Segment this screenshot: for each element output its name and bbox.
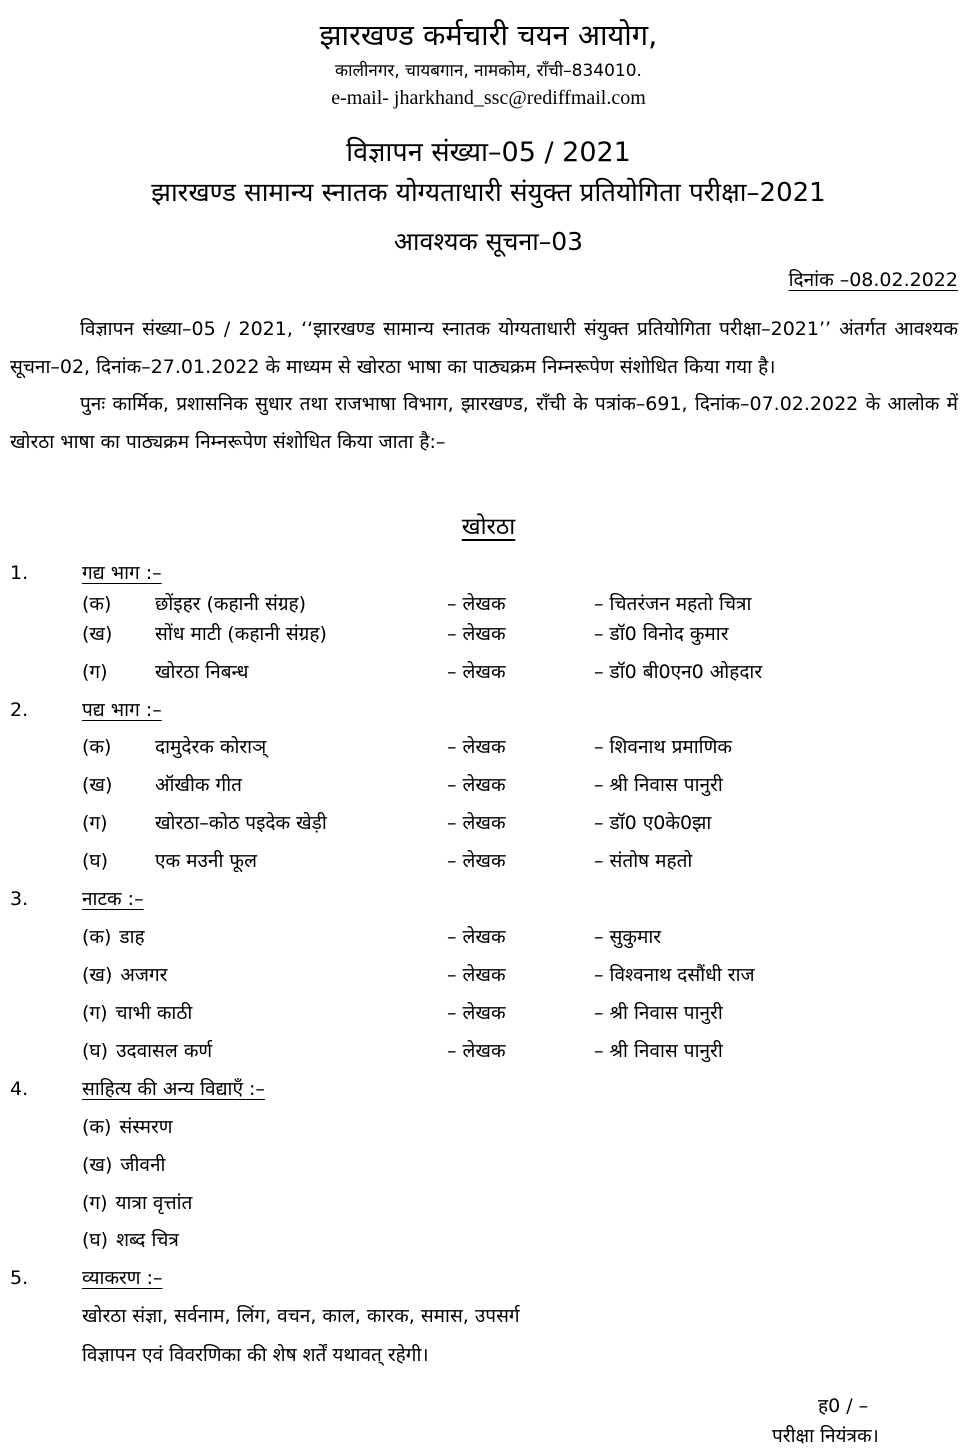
item-label: (ग) bbox=[82, 661, 108, 683]
item-author: – डॉ0 विनोद कुमार bbox=[594, 623, 729, 645]
organization-email: e-mail- jharkhand_ssc@rediffmail.com bbox=[331, 87, 646, 109]
section-number: 4. bbox=[10, 1078, 29, 1100]
item-inline bbox=[82, 1191, 192, 1215]
item-label: (क) bbox=[82, 593, 112, 615]
item-label: (क) bbox=[82, 1116, 112, 1138]
organization-name: झारखण्ड कर्मचारी चयन आयोग, bbox=[319, 18, 658, 52]
designation: परीक्षा नियंत्रक। bbox=[772, 1425, 879, 1447]
item-label: (ग) bbox=[82, 1192, 108, 1214]
section-title: नाटक :– bbox=[82, 888, 144, 910]
item-role: – लेखक bbox=[447, 736, 506, 758]
exam-title: झारखण्ड सामान्य स्नातक योग्यताधारी संयुक्त प्रतियोगिता परीक्षा–2021 bbox=[151, 178, 826, 208]
item-label: (ख) bbox=[82, 774, 113, 796]
item-title: खोरठा–कोठ पइदेक खेड़ी bbox=[155, 812, 327, 834]
item-title: छोंइहर (कहानी संग्रह) bbox=[155, 593, 307, 615]
section-number: 3. bbox=[10, 888, 29, 910]
subject-heading: खोरठा bbox=[461, 514, 516, 540]
item-title: शब्द चित्र bbox=[116, 1229, 179, 1251]
item-role: – लेखक bbox=[447, 964, 506, 986]
item-role: – लेखक bbox=[447, 623, 506, 645]
item-inline bbox=[82, 1153, 165, 1177]
section-title: पद्य भाग :– bbox=[82, 699, 162, 721]
item-title: अजगर bbox=[120, 964, 168, 986]
item-label: (क) bbox=[82, 926, 112, 948]
item-label: (ख) bbox=[82, 623, 113, 645]
item-role: – लेखक bbox=[447, 593, 506, 615]
item-inline bbox=[82, 1001, 192, 1025]
item-title: उदवासल कर्ण bbox=[116, 1040, 213, 1062]
notice-date: दिनांक –08.02.2022 bbox=[788, 269, 958, 291]
item-author: – विश्वनाथ दसौंधी राज bbox=[594, 964, 755, 986]
item-role: – लेखक bbox=[447, 812, 506, 834]
item-title: ऑखीक गीत bbox=[155, 774, 242, 796]
item-author: – सुकुमार bbox=[594, 926, 662, 948]
item-role: – लेखक bbox=[447, 661, 506, 683]
item-title: जीवनी bbox=[120, 1154, 166, 1176]
item-inline bbox=[82, 963, 167, 987]
paragraph-1: विज्ञापन संख्या–05 / 2021, ‘‘झारखण्ड सामान्य स्नातक योग्यताधारी संयुक्त प्रतियोगिता परीक्षा–2021’’ अंतर्गत आवश्यक सूचना–02, दिनांक–27.01.2022 के माध्यम से खोरठा भाषा का पाठ्यक्रम निम्नरूपेण संशोधित किया गया है। bbox=[10, 318, 958, 378]
item-inline bbox=[82, 1228, 179, 1252]
item-author: – श्री निवास पानुरी bbox=[594, 774, 723, 796]
item-role: – लेखक bbox=[447, 774, 506, 796]
notice-body bbox=[10, 311, 958, 461]
item-author: – चितरंजन महतो चित्रा bbox=[594, 593, 752, 615]
item-author: – डॉ0 ए0के0झा bbox=[594, 812, 712, 834]
section-number: 5. bbox=[10, 1267, 29, 1289]
item-inline bbox=[82, 925, 145, 949]
item-author: – श्री निवास पानुरी bbox=[594, 1002, 723, 1024]
item-title: चाभी काठी bbox=[115, 1002, 193, 1024]
section-title: गद्य भाग :– bbox=[82, 562, 162, 584]
section-number: 2. bbox=[10, 699, 29, 721]
grammar-topics: खोरठा संज्ञा, सर्वनाम, लिंग, वचन, काल, कारक, समास, उपसर्ग bbox=[82, 1305, 520, 1327]
item-title: एक मउनी फूल bbox=[155, 850, 257, 872]
item-label: (ग) bbox=[82, 812, 108, 834]
advertisement-number: विज्ञापन संख्या–05 / 2021 bbox=[346, 137, 631, 168]
notice-number: आवश्यक सूचना–03 bbox=[393, 227, 584, 256]
closing-note: विज्ञापन एवं विवरणिका की शेष शर्तें यथावत् रहेगी। bbox=[82, 1344, 429, 1366]
item-role: – लेखक bbox=[447, 926, 506, 948]
section-number: 1. bbox=[10, 562, 29, 584]
section-title: साहित्य की अन्य विद्याएँ :– bbox=[82, 1078, 265, 1100]
section-title: व्याकरण :– bbox=[82, 1267, 163, 1289]
item-inline bbox=[82, 1039, 212, 1063]
item-author: – संतोष महतो bbox=[594, 850, 693, 872]
item-role: – लेखक bbox=[447, 1002, 506, 1024]
item-author: – शिवनाथ प्रमाणिक bbox=[594, 736, 732, 758]
item-label: (घ) bbox=[82, 1040, 109, 1062]
item-title: संस्मरण bbox=[119, 1116, 173, 1138]
item-label: (क) bbox=[82, 736, 112, 758]
organization-address: कालीनगर, चायबगान, नामकोम, राँची–834010. bbox=[335, 61, 642, 81]
item-title: दामुदेरक कोराञ् bbox=[155, 736, 267, 758]
item-author: – डॉ0 बी0एन0 ओहदार bbox=[594, 661, 763, 683]
item-author: – श्री निवास पानुरी bbox=[594, 1040, 723, 1062]
item-title: खोरठा निबन्ध bbox=[155, 661, 249, 683]
item-label: (घ) bbox=[82, 850, 109, 872]
item-label: (घ) bbox=[82, 1229, 109, 1251]
item-role: – लेखक bbox=[447, 850, 506, 872]
item-title: डाह bbox=[119, 926, 145, 948]
paragraph-2: पुनः कार्मिक, प्रशासनिक सुधार तथा राजभाषा विभाग, झारखण्ड, राँची के पत्रांक–691, दिनांक–07.02.2022 के आलोक में खोरठा भाषा का पाठ्यक्रम निम्नरूपेण संशोधित किया जाता है:– bbox=[10, 393, 958, 453]
item-role: – लेखक bbox=[447, 1040, 506, 1062]
signature: ह0 / – bbox=[818, 1395, 869, 1417]
item-title: यात्रा वृत्तांत bbox=[115, 1192, 193, 1214]
item-label: (ख) bbox=[82, 1154, 113, 1176]
item-inline bbox=[82, 1115, 173, 1139]
item-title: सोंध माटी (कहानी संग्रह) bbox=[155, 623, 327, 645]
item-label: (ग) bbox=[82, 1002, 108, 1024]
item-label: (ख) bbox=[82, 964, 113, 986]
